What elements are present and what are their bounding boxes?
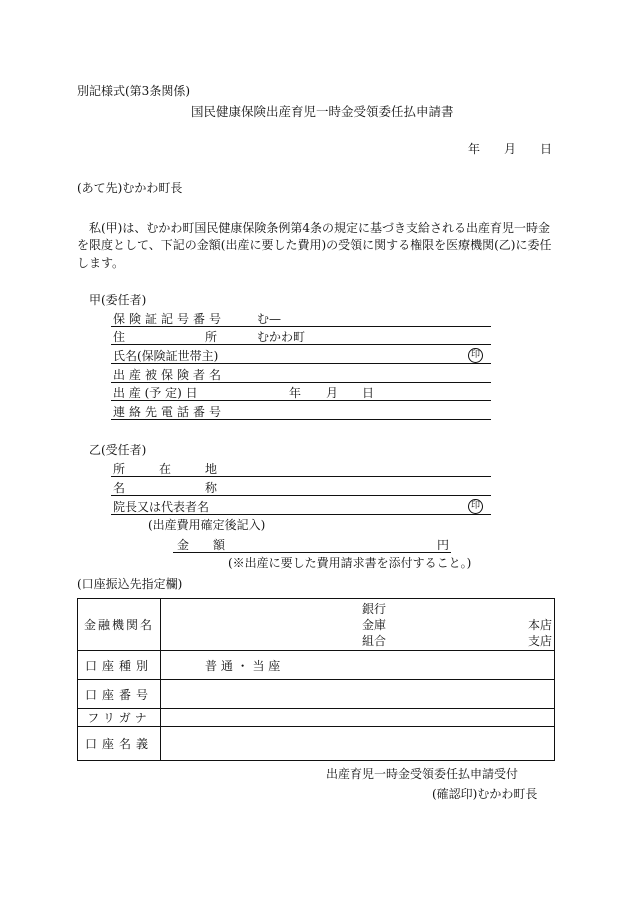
account-type-cell[interactable]	[161, 651, 555, 680]
form-title: 国民健康保険出産育児一時金受領委任払申請書	[191, 104, 454, 119]
facility-name-label-1: 名	[113, 481, 126, 495]
account-name-label: 口座名義	[78, 727, 161, 761]
location-label-2: 在	[159, 462, 172, 476]
bank-type-bank: 銀行	[362, 601, 387, 616]
body-line-2: を限度として、下記の金額(出産に要した費用)の受領に関する権限を医療機関(乙)に委任	[77, 238, 552, 252]
body-line-1: 私(甲)は、むかわ町国民健康保険条例第4条の規定に基づき支給される出産育児一時金	[89, 221, 551, 235]
location-label-3: 地	[205, 462, 218, 476]
insurance-number-label: 保険証記号番号	[113, 312, 226, 326]
branch-sub: 支店	[528, 633, 553, 648]
agent-heading: 乙(受任者)	[89, 443, 147, 457]
bank-row-furigana	[78, 709, 555, 727]
amount-unit: 円	[437, 538, 450, 552]
birth-date-line	[111, 400, 491, 401]
address-value[interactable]: むかわ町	[257, 330, 306, 344]
director-label: 院長又は代表者名	[113, 500, 210, 514]
attachment-note: (※出産に要した費用請求書を添付すること。)	[228, 556, 472, 570]
date-month-label: 月	[504, 142, 517, 156]
account-number-cell[interactable]	[161, 680, 555, 709]
amount-line	[173, 552, 451, 553]
bank-row-account-number	[78, 680, 555, 709]
date-year-label: 年	[468, 142, 481, 156]
insurance-number-prefix[interactable]: む—	[257, 312, 282, 326]
address-label-1: 住	[113, 330, 126, 344]
bank-row-account-name	[78, 727, 555, 761]
account-name-cell[interactable]	[161, 727, 555, 761]
addressee: (あて先)むかわ町長	[77, 181, 183, 195]
address-line	[111, 344, 491, 345]
birth-day-label: 日	[362, 386, 375, 400]
insured-name-line	[111, 382, 491, 383]
bank-table	[77, 598, 555, 761]
account-number-label: 口座番号	[78, 680, 161, 709]
furigana-label: フリガナ	[78, 709, 161, 727]
phone-line	[111, 419, 491, 420]
institution-cell[interactable]	[161, 599, 555, 651]
bank-type-shinkin: 金庫	[362, 617, 387, 632]
insurance-number-line	[111, 326, 491, 327]
name-label: 氏名(保険証世帯主)	[113, 349, 219, 363]
seal-icon: 印	[468, 499, 483, 514]
location-label-1: 所	[113, 462, 126, 476]
director-line	[111, 514, 491, 515]
location-line	[111, 476, 491, 477]
bank-row-account-type	[78, 651, 555, 680]
address-label-2: 所	[205, 330, 218, 344]
bank-heading: (口座振込先指定欄)	[77, 577, 183, 591]
insured-name-label: 出産被保険者名	[113, 368, 226, 382]
date-day-label: 日	[540, 142, 553, 156]
facility-name-line	[111, 495, 491, 496]
birth-date-label: 出 産 (予 定) 日	[113, 386, 198, 400]
principal-heading: 甲(委任者)	[89, 293, 147, 307]
phone-label: 連絡先電話番号	[113, 405, 226, 419]
furigana-cell[interactable]	[161, 709, 555, 727]
receipt-label: 出産育児一時金受領委任払申請受付	[326, 767, 519, 781]
seal-icon: 印	[468, 348, 483, 363]
amount-label-2: 額	[213, 538, 226, 552]
branch-main: 本店	[528, 617, 553, 632]
body-line-3: します。	[77, 256, 125, 270]
institution-label: 金融機関名	[78, 599, 161, 651]
form-reference: 別記様式(第3条関係)	[77, 84, 190, 98]
bank-row-institution	[78, 599, 555, 651]
bank-type-union: 組合	[362, 633, 387, 648]
facility-name-label-2: 称	[205, 481, 218, 495]
birth-year-label: 年	[289, 386, 302, 400]
account-type-options[interactable]: 普 通 ・ 当 座	[205, 658, 281, 673]
name-line	[111, 363, 491, 364]
amount-label-1: 金	[177, 538, 190, 552]
confirm-seal-label: (確認印)むかわ町長	[432, 787, 538, 801]
birth-month-label: 月	[326, 386, 339, 400]
cost-note: (出産費用確定後記入)	[148, 518, 266, 532]
account-type-label: 口座種別	[78, 651, 161, 680]
